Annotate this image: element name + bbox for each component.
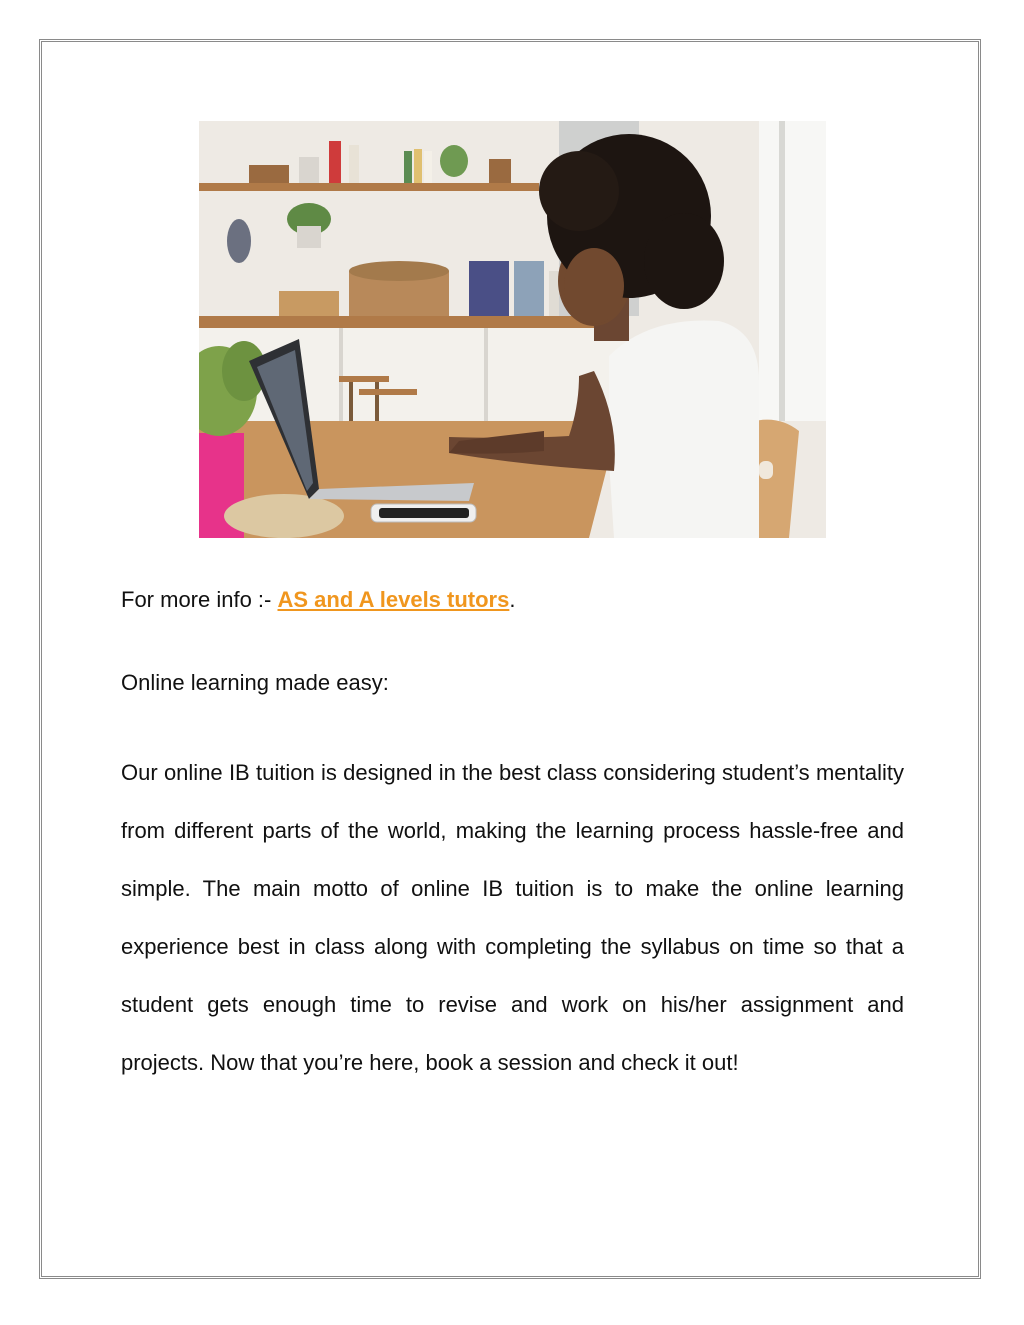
info-line	[121, 586, 515, 614]
photo-illustration	[199, 121, 826, 538]
info-prefix: For more info :-	[121, 587, 278, 612]
body-paragraph: Our online IB tuition is designed in the best class considering student’s mentality from different parts of the world, making the learning process hassle-free and simple. The main motto of online IB tuition is to make the online learning experience best in class along with completing the syllabus on time so that a student gets enough time to revise and work on his/her assignment and projects. Now that you’re here, book a session and check it out!	[121, 760, 904, 1075]
info-suffix: .	[509, 587, 516, 612]
as-a-levels-tutors-link[interactable]: AS and A levels tutors	[277, 587, 510, 612]
hero-photo	[199, 121, 826, 538]
section-heading: Online learning made easy:	[121, 670, 389, 695]
